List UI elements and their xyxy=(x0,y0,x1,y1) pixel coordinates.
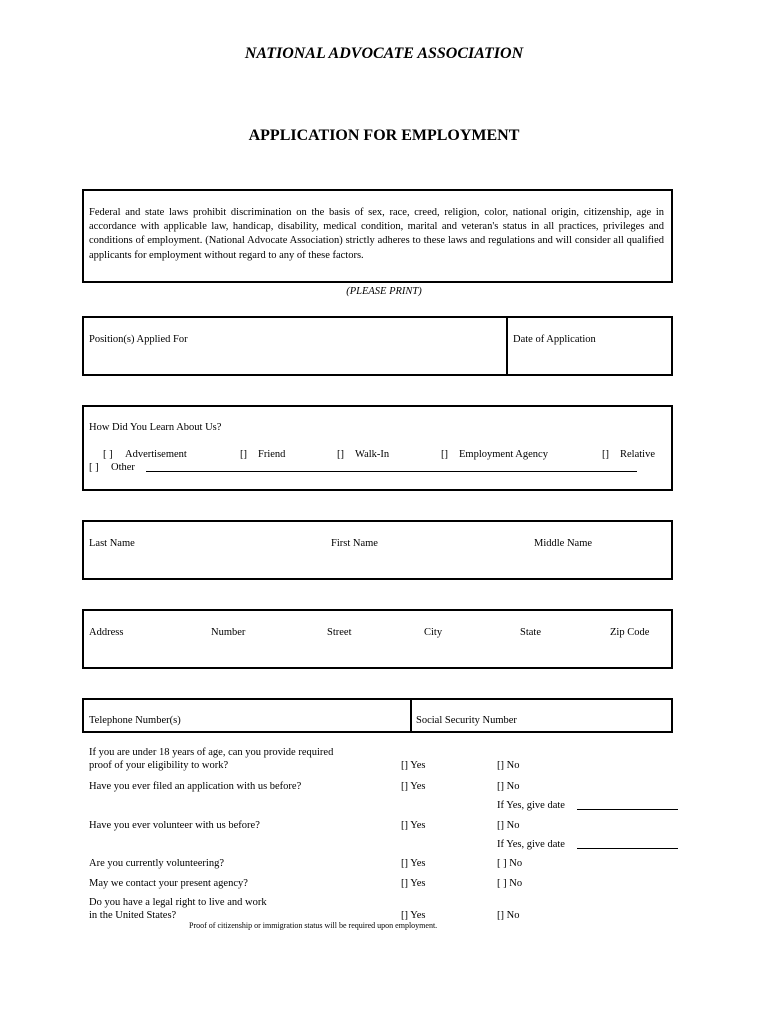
please-print-label: (PLEASE PRINT) xyxy=(346,286,422,297)
organization-name: NATIONAL ADVOCATE ASSOCIATION xyxy=(244,45,524,62)
street-label: Street xyxy=(327,627,352,638)
question-contact-agency: May we contact your present agency? xyxy=(89,878,248,889)
volunteer-before-yes-checkbox[interactable]: [] Yes xyxy=(401,820,426,831)
referral-question: How Did You Learn About Us? xyxy=(89,422,222,433)
advertisement-label: Advertisement xyxy=(125,449,187,460)
position-box xyxy=(82,316,673,376)
legal-right-yes-checkbox[interactable]: [] Yes xyxy=(401,910,426,921)
relative-checkbox[interactable]: [] xyxy=(602,449,609,460)
employment-agency-checkbox[interactable]: [] xyxy=(441,449,448,460)
state-label: State xyxy=(520,627,541,638)
question-under-18-line2: proof of your eligibility to work? xyxy=(89,760,229,771)
question-under-18-line1: If you are under 18 years of age, can you provide required xyxy=(89,747,334,758)
name-box xyxy=(82,520,673,580)
employment-agency-label: Employment Agency xyxy=(459,449,548,460)
address-box xyxy=(82,609,673,669)
telephone-label: Telephone Number(s) xyxy=(89,715,181,726)
question-legal-right-line2: in the United States? xyxy=(89,910,177,921)
question-legal-right-line1: Do you have a legal right to live and work xyxy=(89,897,267,908)
phone-ssn-divider xyxy=(410,700,412,731)
position-divider xyxy=(506,318,508,374)
walk-in-label: Walk-In xyxy=(355,449,390,460)
position-applied-label: Position(s) Applied For xyxy=(89,334,188,345)
other-checkbox[interactable]: [ ] xyxy=(89,462,99,473)
eeo-notice-text: Federal and state laws prohibit discrimination on the basis of sex, race, creed, religion, color, national origin, citizenship, age in accordance with applicable law, handicap, disability, medical condition, marital and veteran's status in all practices, privileges and conditions of employment. (National Advocate Association) strictly adheres to these laws and regulations and will consider all qualified applicants for employment without regard to any of these factors. xyxy=(89,207,664,261)
filed-before-no-checkbox[interactable]: [] No xyxy=(497,781,520,792)
currently-volunteering-no-checkbox[interactable]: [ ] No xyxy=(497,858,523,869)
question-filed-before: Have you ever filed an application with us before? xyxy=(89,781,302,792)
address-label: Address xyxy=(89,627,124,638)
filed-before-date-line[interactable] xyxy=(577,809,678,810)
citizenship-proof-note: Proof of citizenship or immigration status will be required upon employment. xyxy=(189,921,438,930)
number-label: Number xyxy=(211,627,246,638)
under-18-yes-checkbox[interactable]: [] Yes xyxy=(401,760,426,771)
zip-code-label: Zip Code xyxy=(610,627,650,638)
volunteer-before-date-label: If Yes, give date xyxy=(497,839,565,850)
friend-label: Friend xyxy=(258,449,286,460)
advertisement-checkbox[interactable]: [ ] xyxy=(103,449,113,460)
middle-name-label: Middle Name xyxy=(534,538,593,549)
other-label: Other xyxy=(111,462,135,473)
volunteer-before-no-checkbox[interactable]: [] No xyxy=(497,820,520,831)
ssn-label: Social Security Number xyxy=(416,715,517,726)
walk-in-checkbox[interactable]: [] xyxy=(337,449,344,460)
contact-agency-no-checkbox[interactable]: [ ] No xyxy=(497,878,523,889)
date-of-application-label: Date of Application xyxy=(513,334,596,345)
relative-label: Relative xyxy=(620,449,655,460)
volunteer-before-date-line[interactable] xyxy=(577,848,678,849)
contact-agency-yes-checkbox[interactable]: [] Yes xyxy=(401,878,426,889)
first-name-label: First Name xyxy=(331,538,378,549)
under-18-no-checkbox[interactable]: [] No xyxy=(497,760,520,771)
legal-right-no-checkbox[interactable]: [] No xyxy=(497,910,520,921)
last-name-label: Last Name xyxy=(89,538,135,549)
city-label: City xyxy=(424,627,443,638)
currently-volunteering-yes-checkbox[interactable]: [] Yes xyxy=(401,858,426,869)
friend-checkbox[interactable]: [] xyxy=(240,449,247,460)
filed-before-yes-checkbox[interactable]: [] Yes xyxy=(401,781,426,792)
other-input-line[interactable] xyxy=(146,471,637,472)
question-currently-volunteering: Are you currently volunteering? xyxy=(89,858,224,869)
filed-before-date-label: If Yes, give date xyxy=(497,800,565,811)
form-title: APPLICATION FOR EMPLOYMENT xyxy=(248,127,520,144)
question-volunteer-before: Have you ever volunteer with us before? xyxy=(89,820,260,831)
